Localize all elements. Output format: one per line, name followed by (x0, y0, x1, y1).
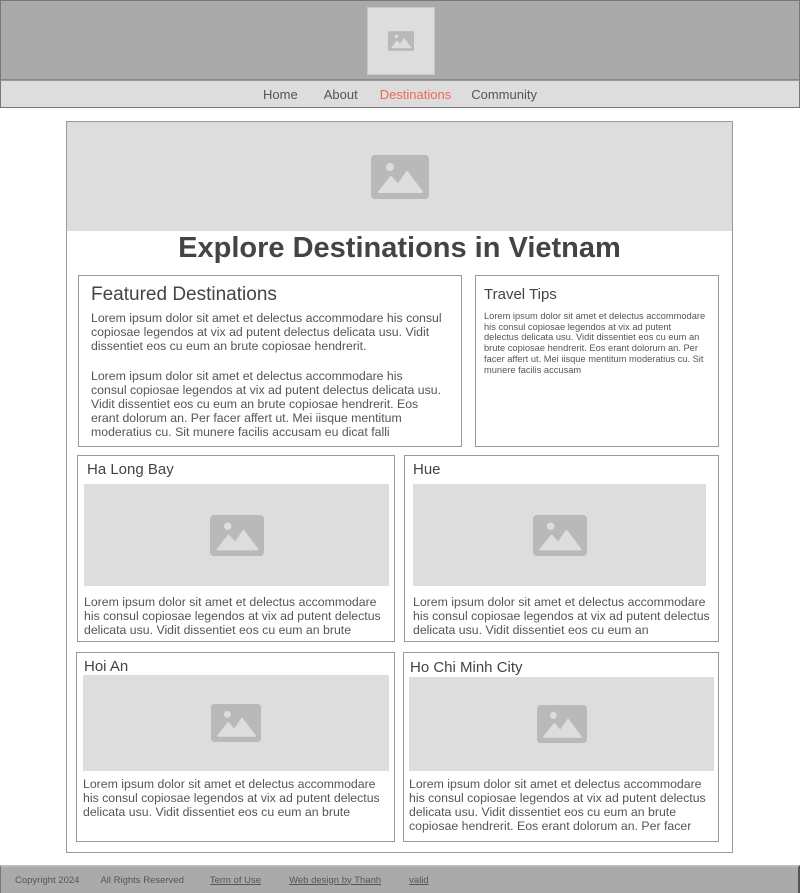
hero-banner (67, 122, 732, 231)
card-image (84, 484, 389, 586)
main-nav (0, 80, 800, 108)
footer-terms-link[interactable]: Term of Use (209, 874, 262, 886)
image-placeholder-icon (371, 155, 429, 199)
card-title: Ha Long Bay (87, 461, 174, 478)
footer-valid-link[interactable]: valid (409, 874, 429, 886)
destination-card-hue[interactable] (404, 455, 719, 642)
footer-copyright: Copyright 2024 (15, 874, 80, 886)
nav-community[interactable]: Community (471, 86, 537, 102)
image-placeholder-icon (388, 31, 414, 51)
image-placeholder-icon (537, 705, 587, 743)
nav-about[interactable]: About (323, 86, 358, 102)
card-image (83, 675, 389, 771)
content-wrapper (66, 121, 733, 853)
footer-rights: All Rights Reserved (100, 874, 184, 886)
card-image (409, 677, 714, 771)
destination-card-ho-chi-minh-city[interactable] (403, 652, 719, 842)
card-title: Hoi An (84, 658, 129, 675)
destination-card-ha-long-bay[interactable] (77, 455, 395, 642)
image-placeholder-icon (533, 515, 587, 556)
featured-heading: Featured Destinations (91, 284, 277, 305)
image-placeholder-icon (210, 515, 264, 556)
tips-heading: Travel Tips (484, 286, 557, 303)
card-text: Lorem ipsum dolor sit amet et delectus accommodare his consul copiosae legendos at vix ad putent delectus delicata usu. Vidit dissentiet eos cu eum an (413, 595, 710, 637)
travel-tips-panel (475, 275, 719, 447)
card-text: Lorem ipsum dolor sit amet et delectus accommodare his consul copiosae legendos at vix ad putent delectus delicata usu. Vidit dissentiet eos cu eum an brute copiosae hendrerit. Eos erant dolorum an. Per facer (409, 777, 706, 833)
site-footer (0, 865, 800, 893)
card-text: Lorem ipsum dolor sit amet et delectus accommodare his consul copiosae legendos at vix ad putent delectus delicata usu. Vidit dissentiet eos cu eum an brute (83, 777, 380, 819)
tips-text: Lorem ipsum dolor sit amet et delectus accommodare his consul copiosae legendos at vix ad putent delectus delicata usu. Vidit dissentiet eos cu eum an brute copiosae hendrerit. Eos erant dolorum an. Per facer affert ut. Mei iisque mentitum moderatius cu. Sit munere facilis accusam (484, 311, 706, 375)
footer-credit-link[interactable]: Web design by Thanh (289, 874, 382, 886)
nav-destinations[interactable]: Destinations (379, 86, 452, 102)
nav-home[interactable]: Home (263, 86, 298, 102)
card-image (413, 484, 706, 586)
destination-card-hoi-an[interactable] (76, 652, 395, 842)
card-title: Hue (413, 461, 441, 478)
page-title: Explore Destinations in Vietnam (178, 232, 621, 264)
card-title: Ho Chi Minh City (410, 659, 523, 676)
image-placeholder-icon (211, 704, 261, 742)
featured-paragraph-1: Lorem ipsum dolor sit amet et delectus accommodare his consul copiosae legendos at vix ad putent delectus delicata usu. Vidit dissentiet eos cu eum an brute copiosae hendrerit. (91, 311, 442, 353)
card-text: Lorem ipsum dolor sit amet et delectus accommodare his consul copiosae legendos at vix ad putent delectus delicata usu. Vidit dissentiet eos cu eum an brute (84, 595, 381, 637)
site-logo[interactable] (367, 7, 435, 75)
featured-paragraph-2: Lorem ipsum dolor sit amet et delectus accommodare his consul copiosae legendos at vix ad putent delectus delicata usu. Vidit dissentiet eos cu eum an brute copiosae hendrerit. Eos erant dolorum an. Per facer affert ut. Mei iisque mentitum moderatius cu. Sit munere facilis accusam eu dicat falli (91, 369, 442, 439)
featured-destinations-panel (78, 275, 462, 447)
site-header (0, 0, 800, 81)
